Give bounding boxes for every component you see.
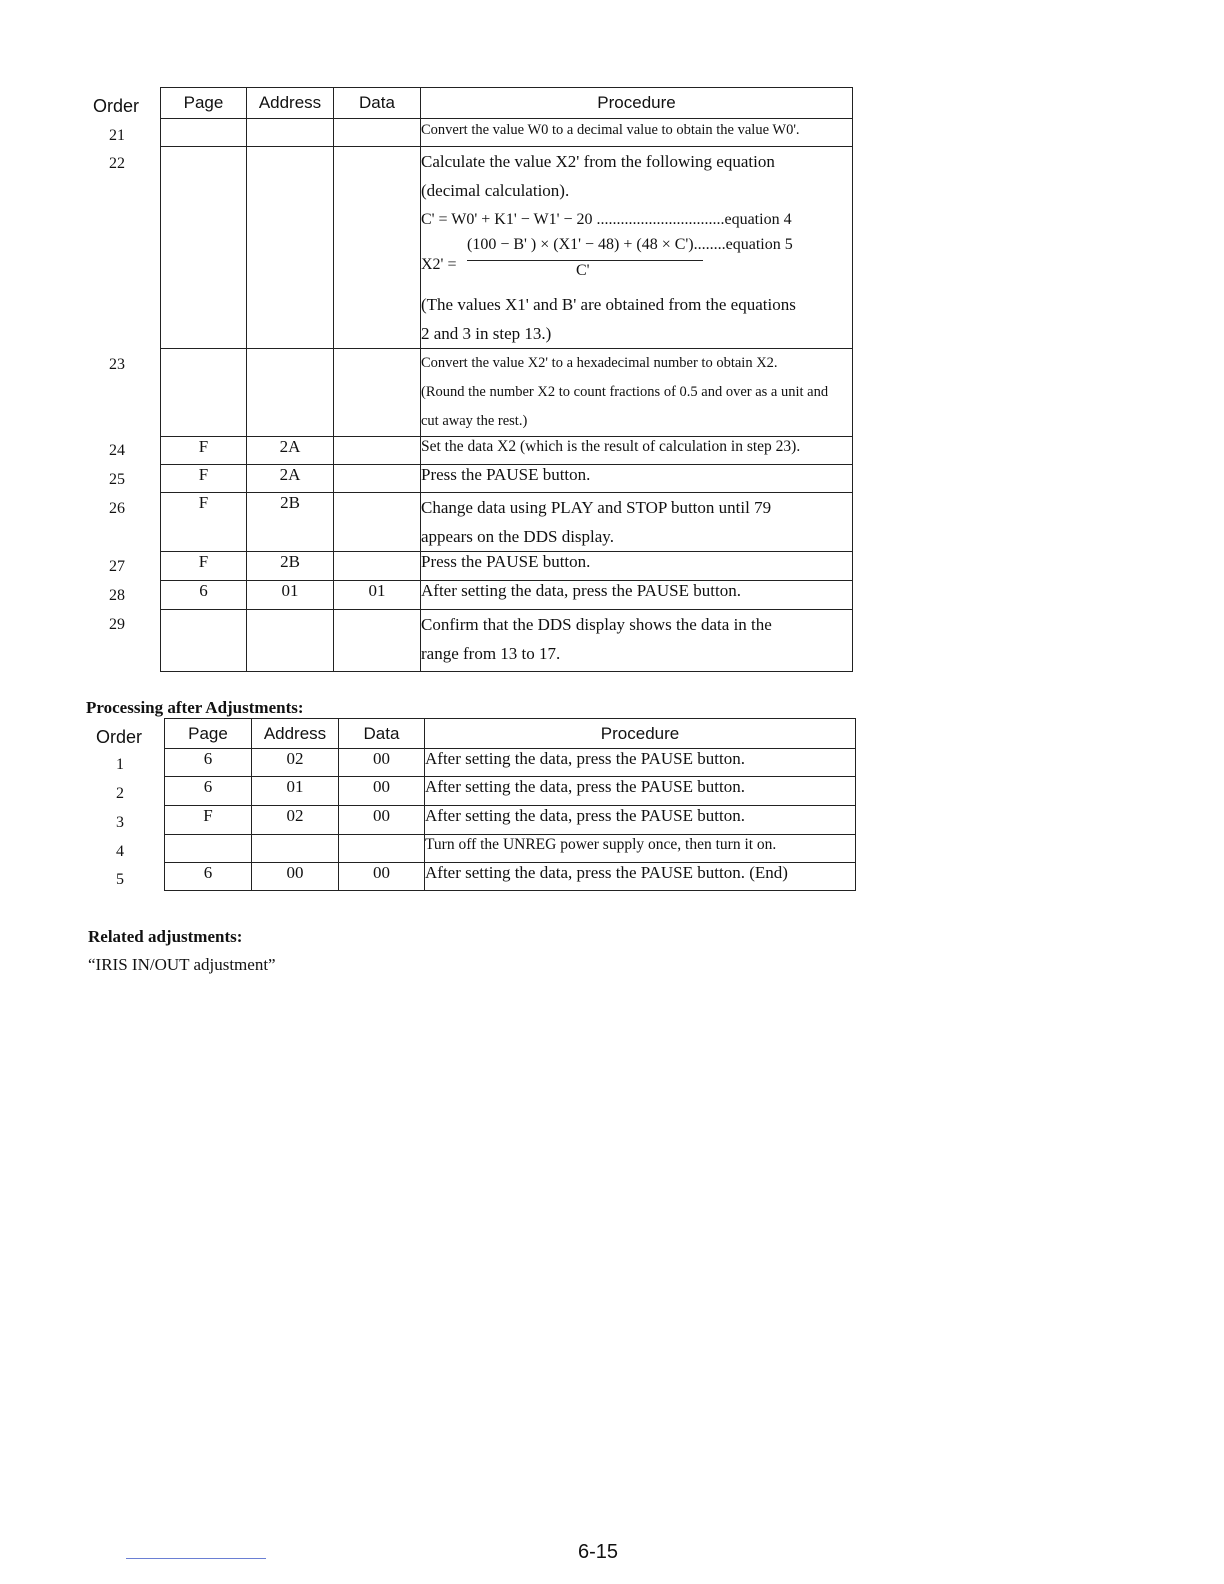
address-cell [247,147,334,349]
procedure-header: Procedure [421,88,853,119]
table-row [161,552,853,581]
data-cell [334,349,421,437]
procedure-line: Confirm that the DDS display shows the data in the [421,615,772,634]
equation-5-denominator: C' [576,262,590,279]
order-number: 27 [109,558,125,575]
related-adjustment-text: “IRIS IN/OUT adjustment” [88,955,276,974]
procedure-cell [421,437,853,465]
page-cell: 6 [165,777,252,806]
data-cell [334,610,421,672]
procedure-line: Press the PAUSE button. [421,552,591,571]
order-number: 3 [116,814,124,831]
table-row [165,749,856,777]
data-cell: 00 [339,863,425,891]
page-cell [161,119,247,147]
footer-rule [126,1558,266,1559]
processing-title: Processing after Adjustments: [86,698,304,717]
address-cell [247,349,334,437]
data-cell [334,147,421,349]
table-row [161,465,853,493]
order-number: 26 [109,500,125,517]
procedure-cell [421,581,853,610]
procedure-cell [421,349,853,437]
data-cell: 00 [339,806,425,835]
data-cell [339,835,425,863]
equation-5-numerator: (100 − B' ) × (X1' − 48) + (48 × C')........equation 5 [467,236,793,253]
procedure-cell [421,119,853,147]
address-cell: 2B [247,552,334,581]
page-cell [161,349,247,437]
procedure-cell: After setting the data, press the PAUSE button. [425,806,856,835]
page-cell [165,835,252,863]
order-number: 4 [116,843,124,860]
address-cell [247,610,334,672]
order-number: 5 [116,871,124,888]
address-header: Address [252,719,339,749]
procedure-cell [421,552,853,581]
procedure-line: Change data using PLAY and STOP button until 79 [421,498,772,517]
table-row [165,777,856,806]
address-header: Address [247,88,334,119]
procedure-cell [421,493,853,552]
procedure-line: appears on the DDS display. [421,527,614,546]
procedure-cell: After setting the data, press the PAUSE button. [425,777,856,806]
page-cell: 6 [165,749,252,777]
data-cell [334,437,421,465]
table-row [161,493,853,552]
data-cell [334,493,421,552]
procedure-header: Procedure [425,719,856,749]
address-cell: 2A [247,437,334,465]
page-header: Page [161,88,247,119]
address-cell: 2A [247,465,334,493]
data-cell: 00 [339,777,425,806]
page-cell: F [161,437,247,465]
procedure-cell [421,465,853,493]
page-cell [161,147,247,349]
table-row [161,581,853,610]
procedure-cell: After setting the data, press the PAUSE button. (End) [425,863,856,891]
table-row [161,437,853,465]
order-header: Order [93,96,140,116]
page-cell [161,610,247,672]
order-number: 22 [109,155,125,172]
data-cell [334,119,421,147]
processing-table [164,718,856,891]
address-cell [252,835,339,863]
table-row [161,119,853,147]
procedure-line: Convert the value X2' to a hexadecimal number to obtain X2. [421,355,778,371]
related-title: Related adjustments: [88,927,243,946]
order-number: 24 [109,442,125,459]
data-header: Data [339,719,425,749]
data-cell [334,552,421,581]
page-cell: 6 [165,863,252,891]
data-cell: 01 [334,581,421,610]
procedure-cell [421,147,853,349]
procedure-line: Calculate the value X2' from the following equation [421,152,775,171]
equation-4: C' = W0' + K1' − W1' − 20 ................................equation 4 [421,211,792,228]
table-row [161,147,853,349]
address-cell: 02 [252,749,339,777]
address-cell: 00 [252,863,339,891]
address-cell [247,119,334,147]
equation-5 [421,234,852,290]
procedure-line: 2 and 3 in step 13.) [421,324,552,343]
address-cell: 01 [247,581,334,610]
address-cell: 01 [252,777,339,806]
order-number: 1 [116,756,124,773]
table-row [161,610,853,672]
order-number: 28 [109,587,125,604]
table-row [165,806,856,835]
table-row [165,835,856,863]
table-row [161,349,853,437]
data-cell [334,465,421,493]
procedure-line: After setting the data, press the PAUSE button. [421,581,741,600]
order-number: 21 [109,127,125,144]
procedure-line: Convert the value W0 to a decimal value to obtain the value W0'. [421,122,800,138]
procedure-line: (decimal calculation). [421,181,570,200]
order-number: 2 [116,785,124,802]
procedure-line: Press the PAUSE button. [421,465,591,484]
order-number: 29 [109,616,125,633]
adjustment-table [160,87,853,672]
order-header: Order [96,727,143,747]
data-header: Data [334,88,421,119]
table-row [165,863,856,891]
page-cell: F [161,552,247,581]
page-number: 6-15 [578,1541,619,1563]
page-cell: F [165,806,252,835]
procedure-line: range from 13 to 17. [421,644,561,663]
order-number: 25 [109,471,125,488]
page-cell: F [161,465,247,493]
page-cell: 6 [161,581,247,610]
address-cell: 02 [252,806,339,835]
procedure-line: (The values X1' and B' are obtained from the equations [421,295,796,314]
procedure-cell: After setting the data, press the PAUSE button. [425,749,856,777]
procedure-line: (Round the number X2 to count fractions of 0.5 and over as a unit and [421,384,829,400]
procedure-cell: Turn off the UNREG power supply once, then turn it on. [425,835,856,863]
page-header: Page [165,719,252,749]
page-cell: F [161,493,247,552]
procedure-line: Set the data X2 (which is the result of calculation in step 23). [421,438,801,455]
address-cell: 2B [247,493,334,552]
order-number: 23 [109,356,125,373]
procedure-line: cut away the rest.) [421,413,528,429]
procedure-cell [421,610,853,672]
data-cell: 00 [339,749,425,777]
equation-5-lhs: X2' = [421,256,457,273]
